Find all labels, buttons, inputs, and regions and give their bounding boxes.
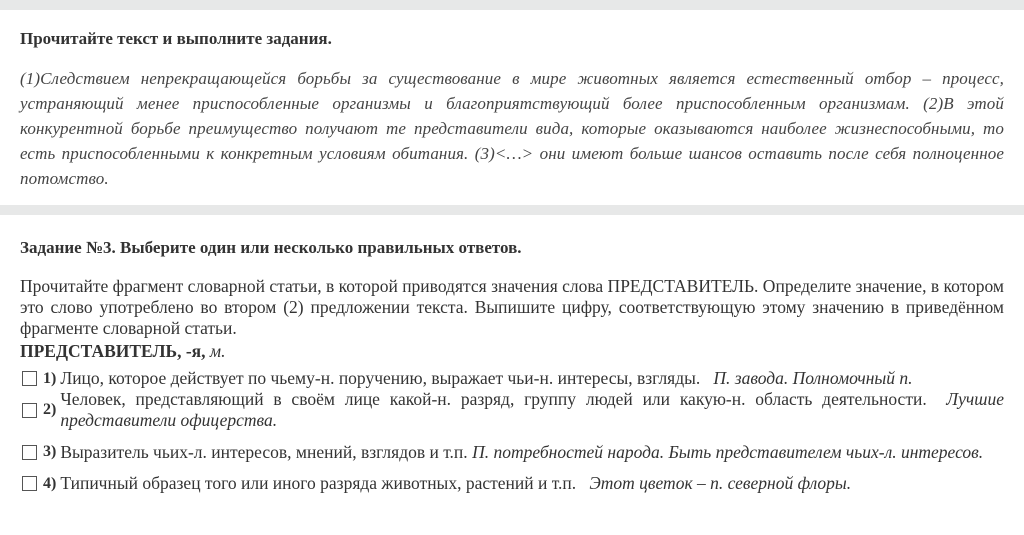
option-number: 4) (43, 474, 57, 492)
panel-divider (0, 205, 1024, 215)
task-panel (0, 215, 1024, 535)
dictionary-entry-header (20, 340, 1004, 362)
task-heading: Задание №3. Выберите один или несколько правильных ответов. (20, 238, 522, 257)
entry-grammar: м. (209, 341, 226, 361)
option-example: П. потребностей народа. Быть представителем чьих-л. интересов. (472, 441, 984, 462)
answer-option-3[interactable] (20, 431, 1004, 473)
option-example: П. завода. Полномочный п. (713, 368, 913, 388)
answer-option-1[interactable] (20, 368, 1004, 389)
checkbox-option-1[interactable] (22, 371, 37, 386)
entry-suffix: , -я, (177, 341, 206, 361)
task-instructions: Прочитайте фрагмент словарной статьи, в которой приводятся значения слова ПРЕДСТАВИТЕЛЬ. Определите значение, в котором это слово употреблено во втором (2) предложении текста. Выпишите цифру, соответствующую этому значению в приведённом фрагменте словарной статьи. (20, 276, 1004, 338)
checkbox-option-3[interactable] (22, 445, 37, 460)
option-number: 2) (43, 401, 57, 418)
option-text (60, 368, 1004, 389)
entry-word: ПРЕДСТАВИТЕЛЬ (20, 341, 178, 361)
option-example: Лучшие представители офицерства. (60, 389, 1004, 430)
option-definition: Лицо, которое действует по чьему-н. поручению, выражает чьи-н. интересы, взгляды. (60, 368, 701, 388)
option-number: 3) (43, 443, 57, 460)
option-text (60, 442, 1004, 463)
option-text (60, 473, 1004, 494)
checkbox-option-2[interactable] (22, 403, 37, 418)
text-passage: (1)Следствием непрекращающейся борьбы за существование в мире животных является естественный отбор – процесс, устраняющий менее приспособленные организмы и благоприятствующий более приспособленным организмам. (2)В этой конкурентной борьбе преимущество получают те представители вида, которые оказываются наиболее жизнеспособными, то есть приспособленными к конкретным условиям обитания. (3)<…> они имеют больше шансов оставить после себя полноценное потомство. (20, 69, 1004, 188)
checkbox-option-4[interactable] (22, 476, 37, 491)
answer-option-2[interactable] (20, 389, 1004, 431)
option-example: Этот цветок – п. северной флоры. (589, 473, 852, 493)
option-definition: Выразитель чьих-л. интересов, мнений, взглядов и т.п. (60, 441, 468, 462)
option-text (60, 389, 1004, 431)
answer-option-4[interactable] (20, 473, 1004, 494)
text-panel (0, 10, 1024, 205)
option-definition: Человек, представляющий в своём лице какой-н. разряд, группу людей или какую-н. область деятельности. (60, 389, 927, 409)
answer-options (20, 368, 1004, 494)
top-strip (0, 0, 1024, 10)
option-definition: Типичный образец того или иного разряда животных, растений и т.п. (60, 473, 577, 493)
text-heading: Прочитайте текст и выполните задания. (20, 29, 332, 48)
option-number: 1) (43, 369, 57, 387)
